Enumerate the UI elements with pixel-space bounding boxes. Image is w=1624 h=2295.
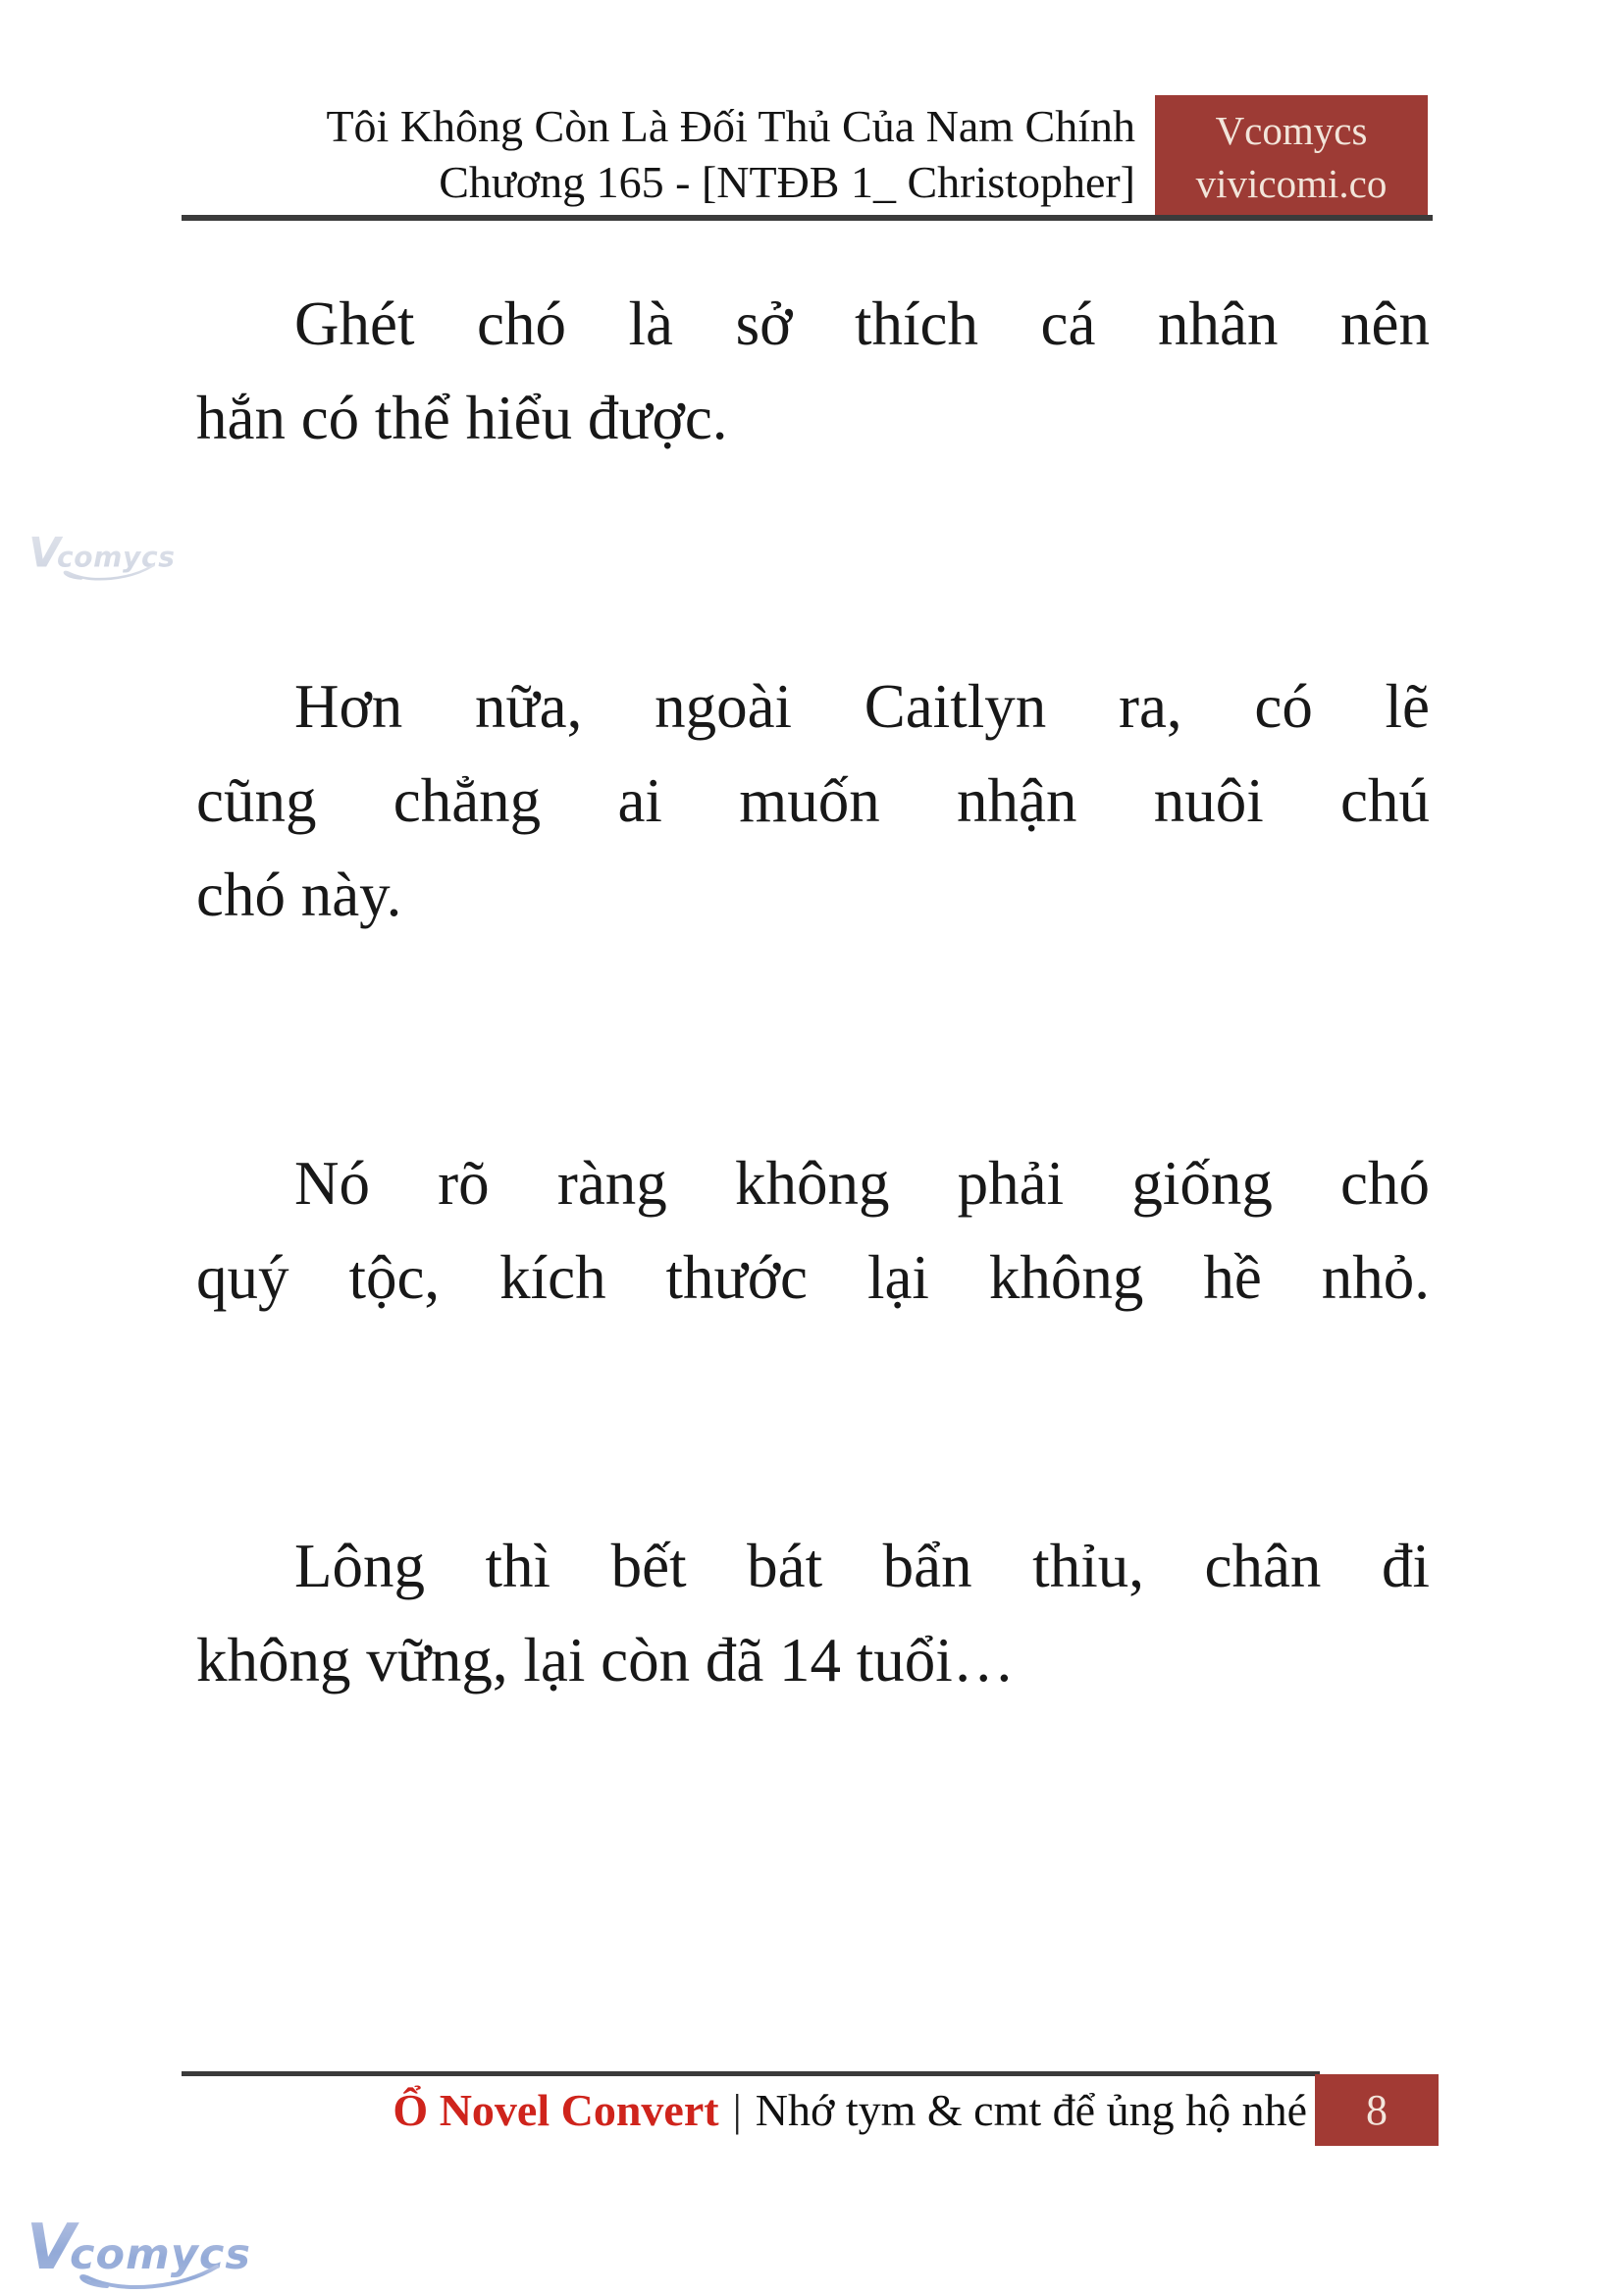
paragraph xyxy=(196,277,1430,465)
page-number-badge xyxy=(1315,2074,1439,2146)
vcomycs-watermark-icon xyxy=(27,528,175,588)
footer-note: Nhớ tym & cmt để ủng hộ nhé xyxy=(755,2085,1307,2135)
chapter-title: Chương 165 - [NTĐB 1_ Christopher] xyxy=(439,157,1135,207)
paragraph xyxy=(196,1136,1430,1325)
body-line: chó này. xyxy=(196,861,402,929)
paragraph xyxy=(196,1519,1430,1707)
body-line: Lông thì bết bát bẩn thỉu, chân đi xyxy=(294,1532,1430,1600)
body-line: Ghét chó là sở thích cá nhân nên xyxy=(294,289,1430,358)
watermark-rest: comycs xyxy=(70,2230,250,2279)
brand-site: vivicomi.co xyxy=(1195,161,1388,206)
body-line: không vững, lại còn đã 14 tuổi… xyxy=(196,1626,1015,1695)
vcomycs-watermark-icon xyxy=(25,2210,250,2295)
watermark-initial: V xyxy=(26,2212,76,2284)
body-line: quý tộc, kích thước lại không hề nhỏ. xyxy=(196,1243,1430,1312)
brand-box xyxy=(1155,95,1428,219)
paragraph xyxy=(196,659,1430,942)
header-title-block xyxy=(182,98,1143,210)
body-line: cũng chẳng ai muốn nhận nuôi chú xyxy=(196,766,1430,835)
body-line: hắn có thể hiểu được. xyxy=(196,384,728,452)
book-title: Tôi Không Còn Là Đối Thủ Của Nam Chính xyxy=(326,101,1135,151)
page-number: 8 xyxy=(1366,2086,1388,2134)
footer-separator: | xyxy=(732,2085,742,2135)
footer-divider xyxy=(182,2071,1320,2076)
watermark-initial: V xyxy=(28,528,61,577)
header-divider xyxy=(182,215,1433,221)
watermark-swash xyxy=(81,2267,217,2287)
footer-brand: Ổ Novel Convert xyxy=(393,2085,719,2135)
body-line: Hơn nữa, ngoài Caitlyn ra, có lẽ xyxy=(294,672,1430,741)
body-text xyxy=(196,277,1430,1902)
watermark-swash xyxy=(65,565,153,579)
watermark-rest: comycs xyxy=(57,541,175,574)
brand-name: Vcomycs xyxy=(1215,108,1368,153)
footer-text xyxy=(182,2082,1307,2139)
body-line: Nó rõ ràng không phải giống chó xyxy=(294,1149,1430,1218)
